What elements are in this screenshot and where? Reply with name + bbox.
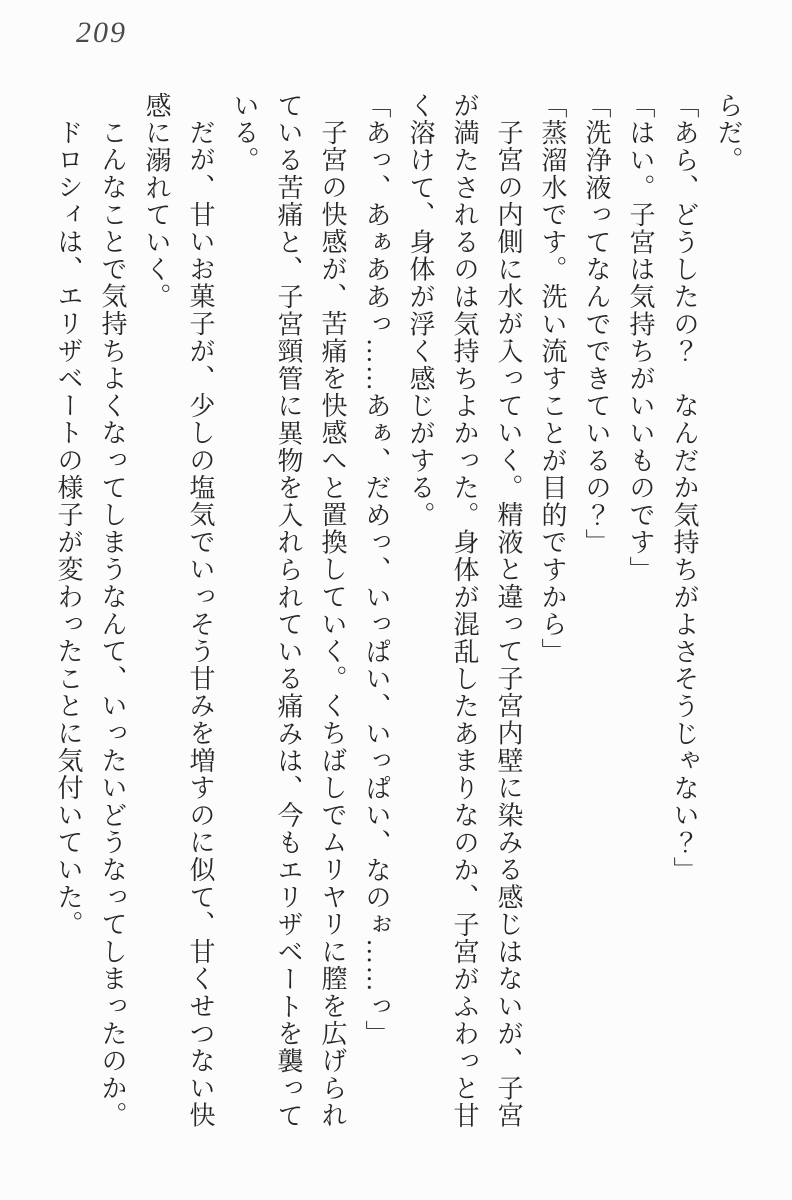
paragraph: 「あっ、あぁああっ……あぁ、だめっ、いっぱい、いっぱい、なのぉ……っ」: [362, 92, 391, 1048]
paragraph: こんなことで気持ちよくなってしまうなんて、いったいどうなってしまったのか。: [98, 119, 127, 1130]
paragraph: 「あら、どうしたの？ なんだか気持ちがよさそうじゃない？」: [670, 92, 699, 884]
paragraph: 子宮の内側に水が入っていく。精液と違って子宮内壁に染みる感じはないが、子宮が満たされるのは気持ちよかった。身体が混乱したあまりなのか、子宮がふわっと甘く溶けて、身体が浮く感じがする。: [406, 92, 523, 1130]
paragraph: らだ。: [714, 92, 743, 174]
paragraph: 「洗浄液ってなんでできているの？」: [582, 92, 611, 557]
paragraph: 子宮の快感が、苦痛を快感へと置換していく。くちばしでムリヤリに膣を広げられている苦痛と、子宮頸管に異物を入れられている痛みは、今もエリザベートを襲っている。: [230, 92, 347, 1130]
text-block: [46, 92, 750, 1142]
paragraph: ドロシィは、エリザベートの様子が変わったことに気付いていた。: [54, 119, 83, 939]
paragraph: だが、甘いお菓子が、少しの塩気でいっそう甘みを増すのに似て、甘くせつない快感に溺れていく。: [142, 92, 215, 1130]
paragraph: 「はい。子宮は気持ちがいいものです」: [626, 92, 655, 584]
paragraph: 「蒸溜水です。洗い流すことが目的ですから」: [538, 92, 567, 666]
page-number: 209: [76, 16, 127, 49]
